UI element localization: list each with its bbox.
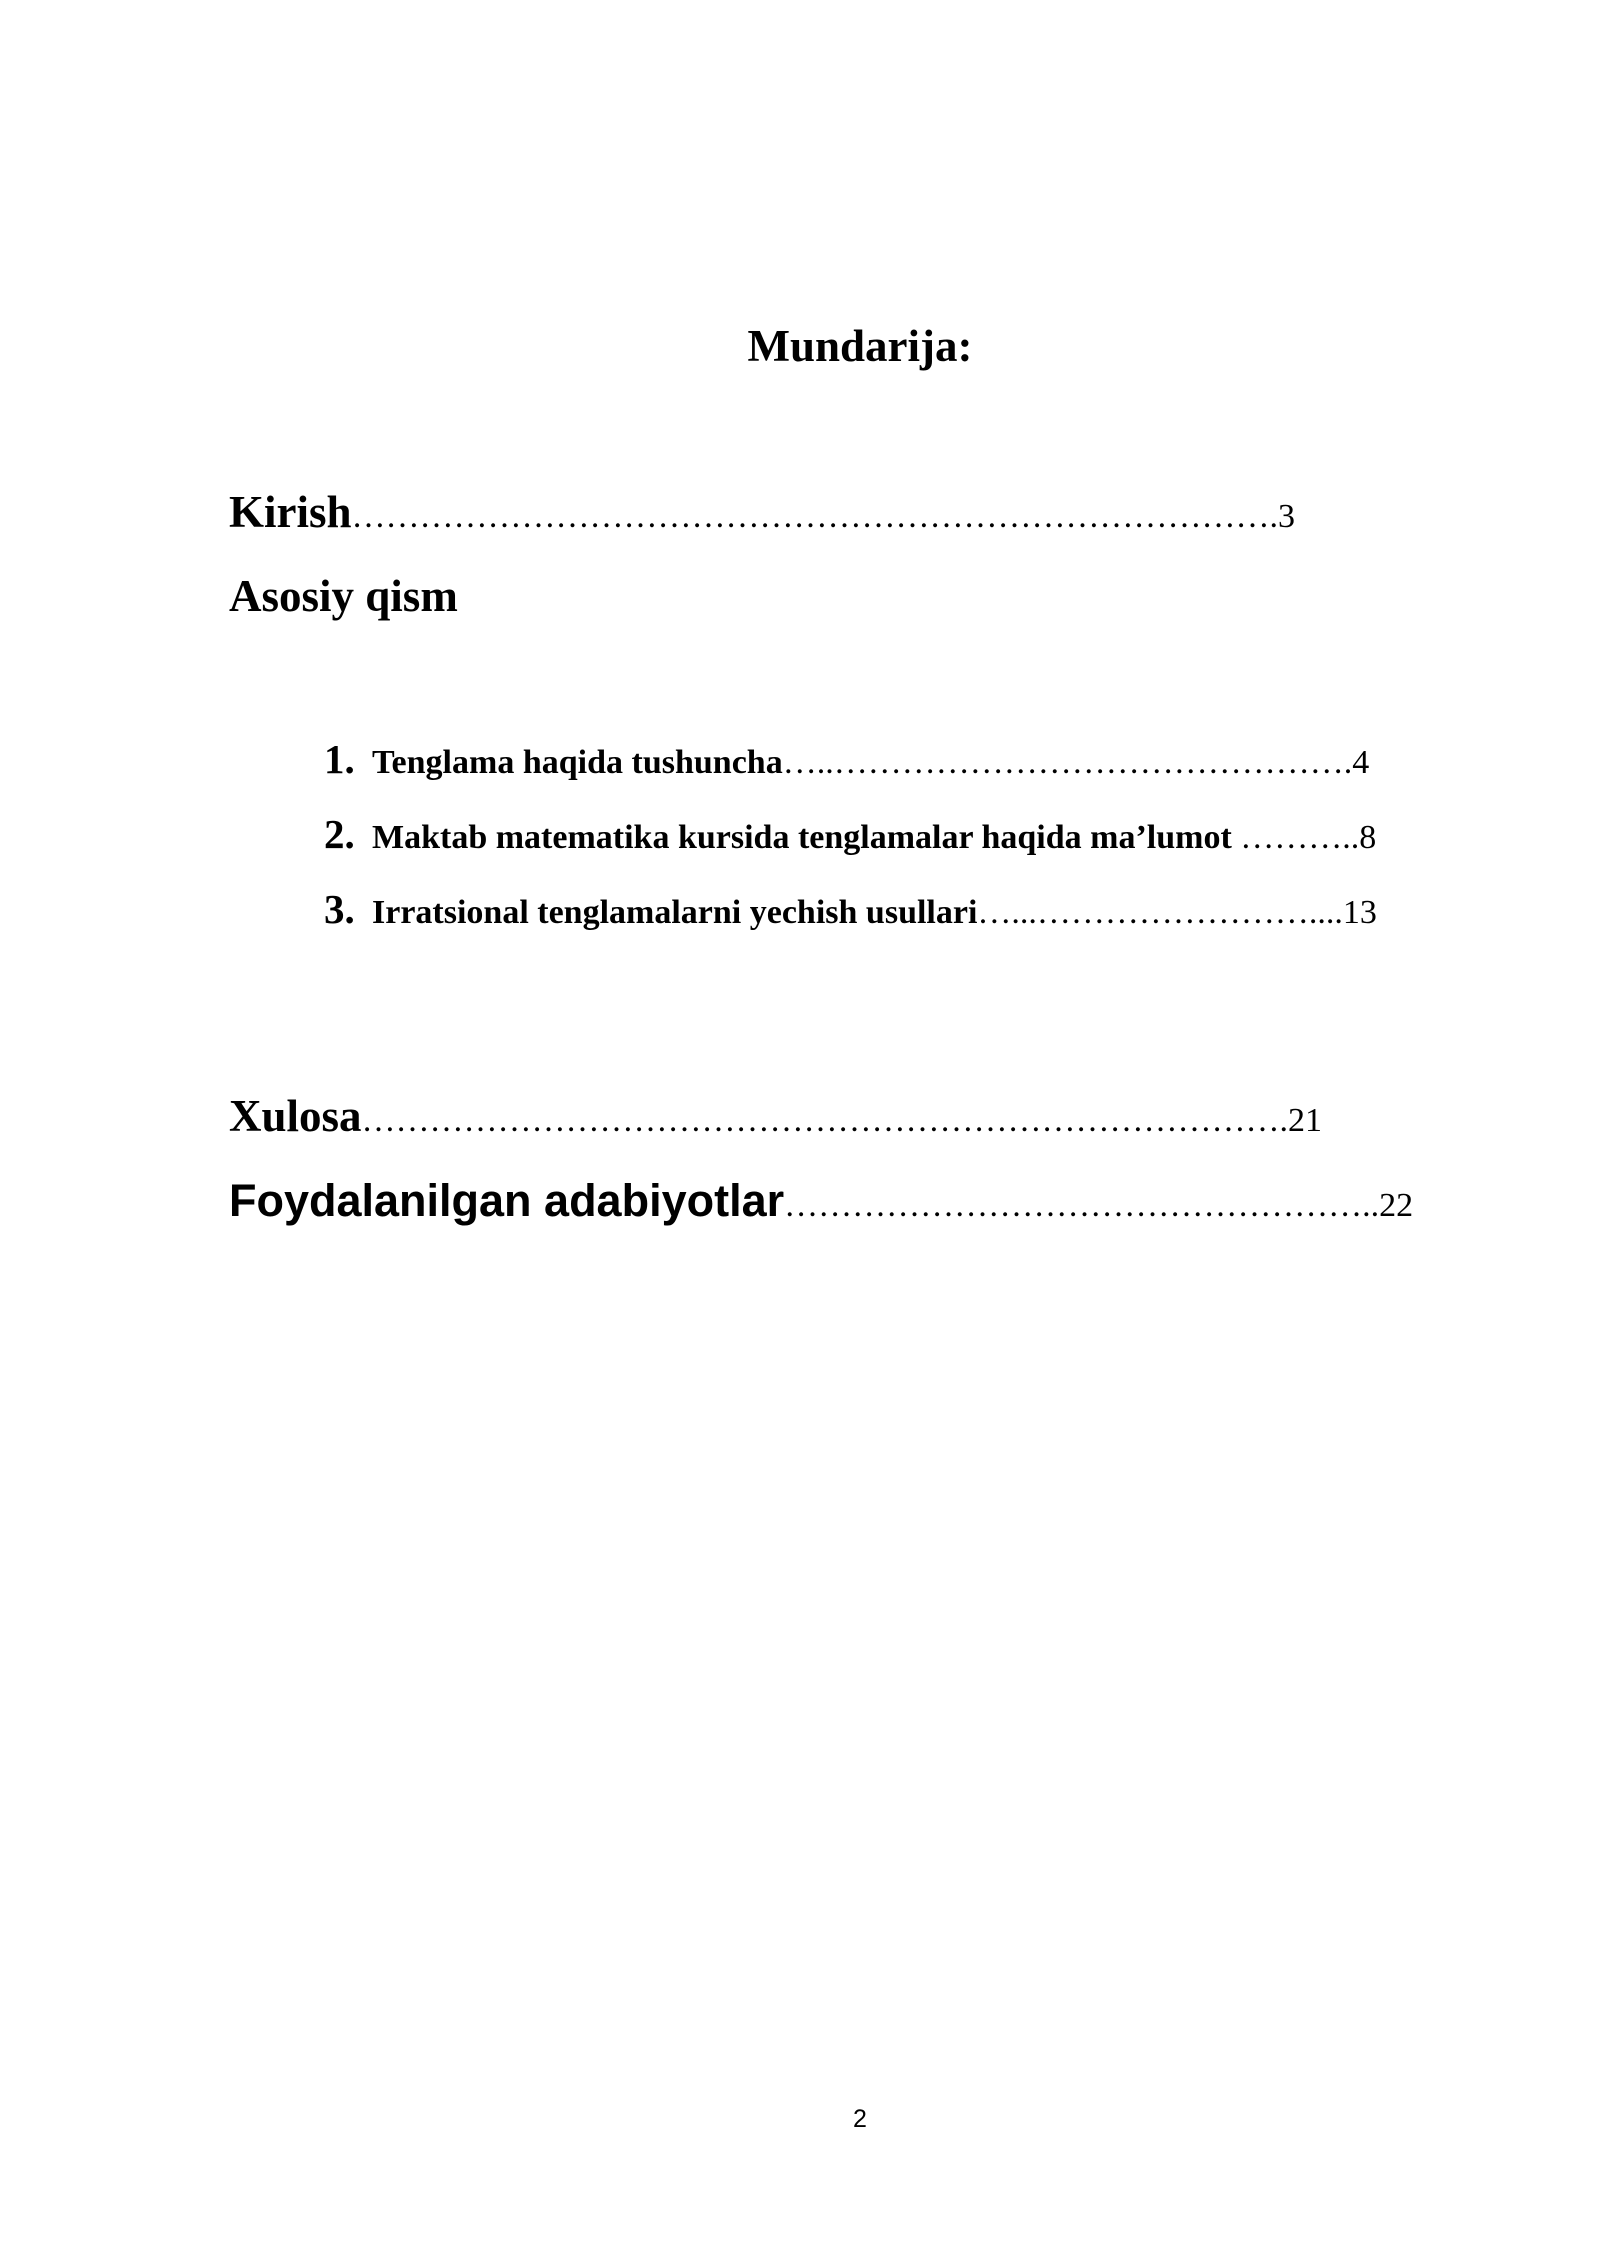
toc-entry-item-1[interactable] — [324, 736, 1370, 782]
toc-section-main — [229, 571, 458, 621]
toc-title: Mundarija: — [747, 321, 973, 371]
toc-entry-label: Tenglama haqida tushuncha — [372, 744, 783, 781]
toc-page-number: 3 — [1278, 498, 1296, 535]
toc-entry-references[interactable] — [229, 1175, 1414, 1226]
toc-entry-intro[interactable] — [229, 487, 1296, 537]
toc-entry-conclusion[interactable] — [229, 1091, 1323, 1141]
toc-entry-label: Xulosa — [229, 1091, 362, 1141]
toc-entry-item-3[interactable] — [324, 886, 1377, 932]
toc-entry-label: Irratsional tenglamalarni yechish usullari — [372, 894, 978, 931]
toc-item-number: 3. — [324, 886, 355, 932]
page-number-footer: 2 — [853, 2105, 867, 2133]
toc-page-number: 22 — [1379, 1187, 1414, 1224]
toc-dot-leader: …..………………………………………. — [782, 744, 1353, 781]
toc-item-number: 1. — [324, 736, 355, 782]
toc-dot-leader: ……….. — [1240, 819, 1360, 856]
toc-dot-leader: ………………………………………………………………………. — [361, 1102, 1289, 1139]
toc-section-label: Asosiy qism — [229, 571, 458, 621]
toc-item-number: 2. — [324, 811, 355, 857]
toc-dot-leader: …...…………………….... — [977, 894, 1343, 931]
toc-entry-label: Foydalanilgan adabiyotlar — [229, 1175, 785, 1226]
toc-entry-item-2[interactable] — [324, 811, 1377, 857]
toc-page-number: 21 — [1288, 1102, 1323, 1139]
toc-dot-leader: ………………………………………………………………………. — [351, 498, 1279, 535]
toc-page-number: 8 — [1359, 819, 1377, 856]
toc-page-number: 13 — [1342, 894, 1377, 931]
toc-dot-leader: …………………………………………….. — [784, 1187, 1380, 1224]
toc-page-number: 4 — [1352, 744, 1370, 781]
toc-entry-label: Maktab matematika kursida tenglamalar haqida ma’lumot — [372, 819, 1241, 856]
toc-entry-label: Kirish — [229, 487, 352, 537]
